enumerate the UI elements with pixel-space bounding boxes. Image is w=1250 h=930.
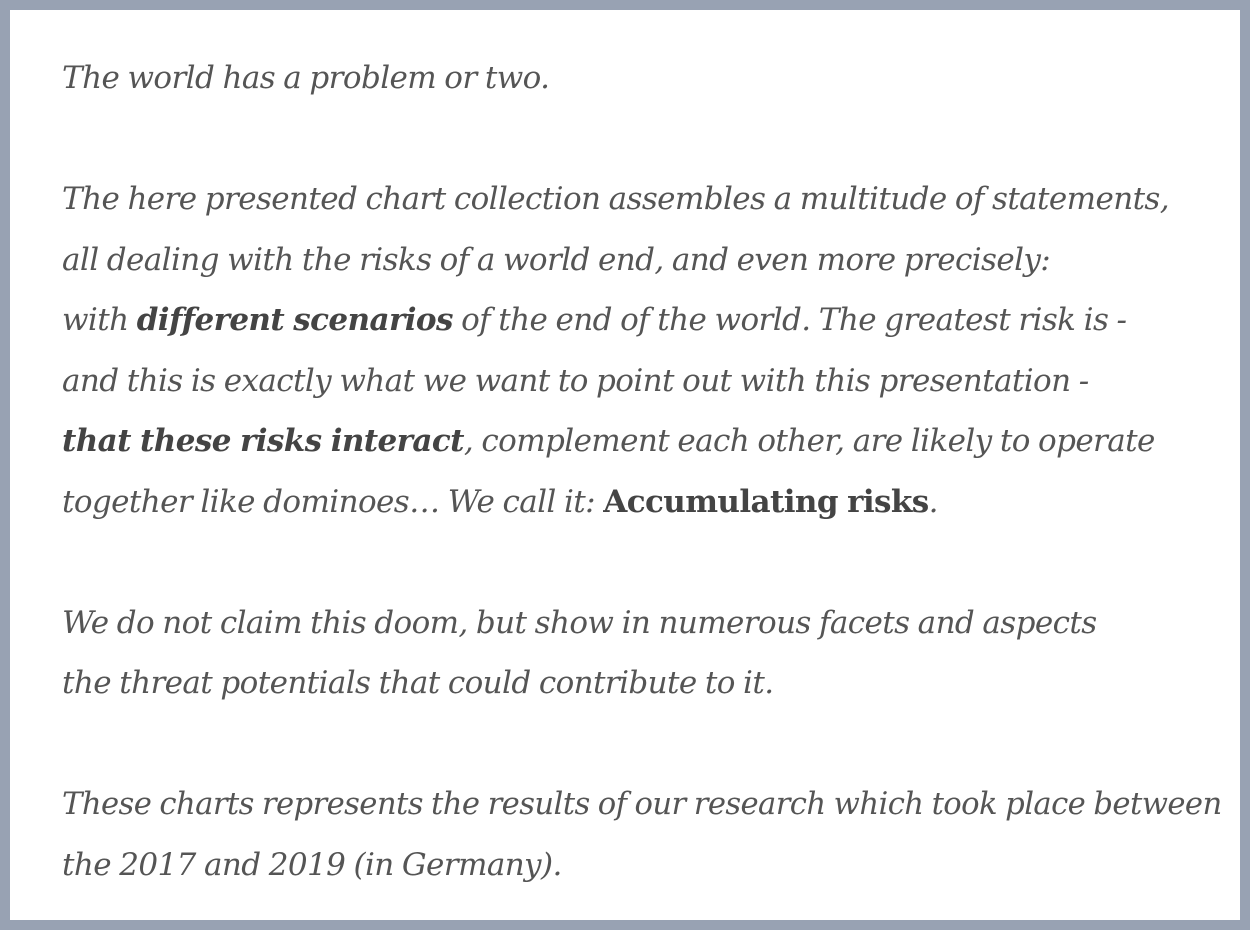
scenarios-line-3-suffix: of the end of the world. The greatest risk is - (452, 302, 1127, 338)
scenarios-line-6-suffix: . (928, 483, 938, 520)
scenarios-line-5 (62, 411, 1222, 472)
text-body (62, 48, 1222, 895)
accumulating-risks-emphasis: Accumulating risks (603, 483, 929, 520)
scenarios-line-6-prefix: together like dominoes… We call it: (62, 483, 604, 520)
doom-paragraph (62, 593, 1222, 714)
paragraph-gap (62, 532, 1222, 593)
doom-line-2: the threat potentials that could contribute to it. (62, 665, 774, 701)
scenarios-line-2: all dealing with the risks of a world end, and even more precisely: (62, 241, 1051, 278)
doom-line-1: We do not claim this doom, but show in numerous facets and aspects (62, 604, 1097, 641)
research-line-2: the 2017 and 2019 (in Germany). (62, 846, 562, 883)
research-paragraph (62, 774, 1222, 895)
intro-line: The world has a problem or two. (62, 60, 550, 96)
different-scenarios-emphasis: different scenarios (136, 302, 453, 338)
research-line-1: These charts represents the results of our research which took place between (62, 786, 1222, 822)
intro-paragraph (62, 48, 1222, 109)
paragraph-gap (62, 714, 1222, 775)
scenarios-line-5-suffix: , complement each other, are likely to operate (463, 423, 1155, 459)
scenarios-line-1: The here presented chart collection assembles a multitude of statements, (62, 181, 1169, 217)
scenarios-line-3-prefix: with (62, 302, 137, 338)
risks-interact-emphasis: that these risks interact (62, 423, 464, 459)
scenarios-line-6 (62, 472, 1222, 533)
paragraph-gap (62, 109, 1222, 170)
scenarios-line-3 (62, 290, 1222, 351)
scenarios-paragraph (62, 169, 1222, 532)
scenarios-line-4: and this is exactly what we want to point out with this presentation - (62, 362, 1089, 399)
content-panel (10, 10, 1240, 920)
